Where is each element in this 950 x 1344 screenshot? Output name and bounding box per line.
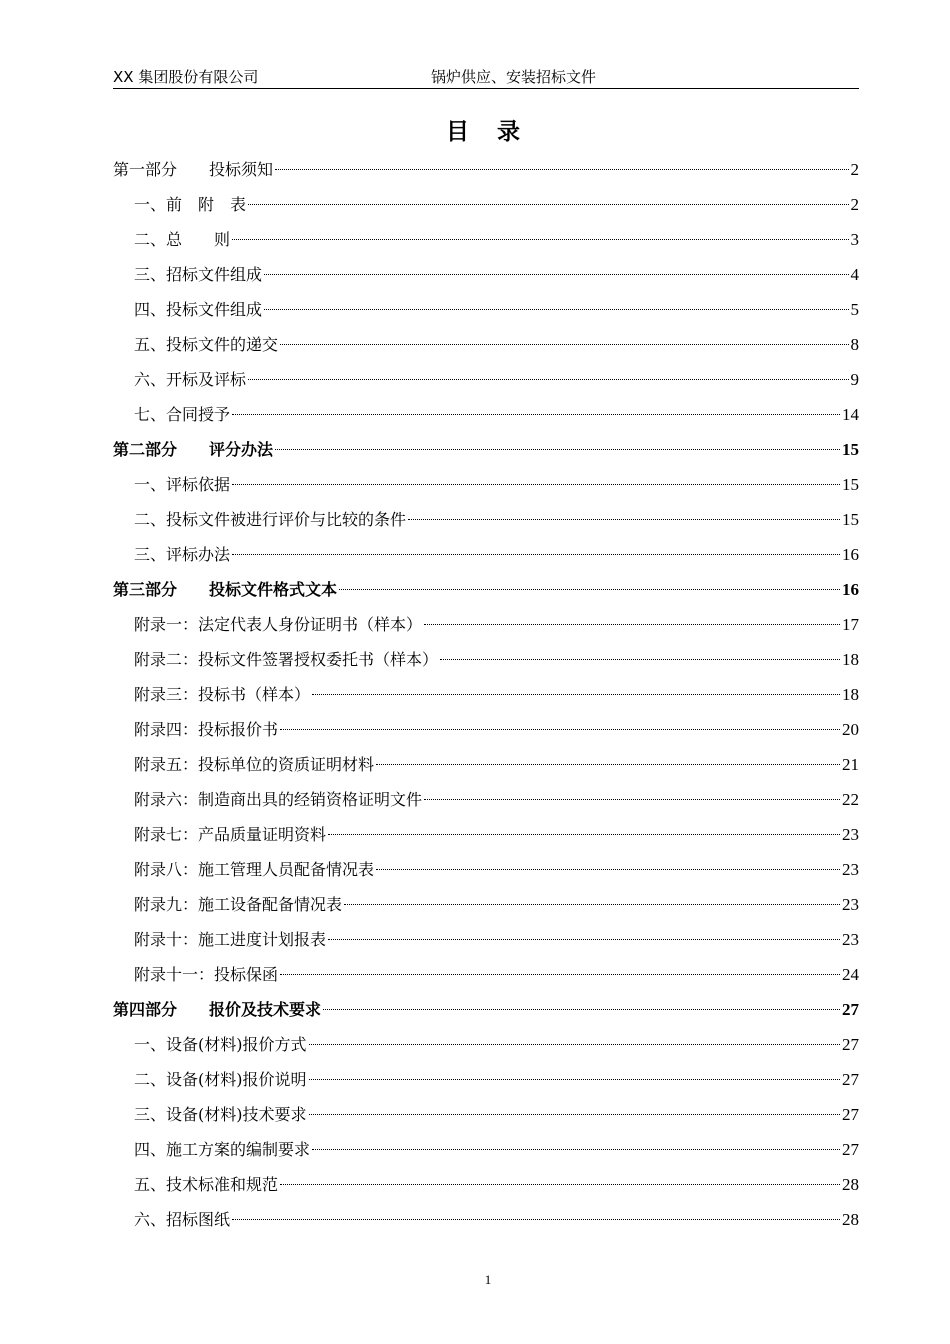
toc-dot-leader	[264, 274, 848, 275]
toc-entry-page: 20	[842, 720, 859, 739]
toc-dot-leader	[440, 659, 840, 660]
toc-entry[interactable]	[113, 887, 859, 922]
toc-entry-label: 第一部分 投标须知	[113, 160, 274, 179]
toc-entry-page: 23	[842, 825, 859, 844]
toc-entry-label: 第三部分 投标文件格式文本	[113, 580, 338, 599]
toc-dot-leader	[376, 869, 840, 870]
toc-entry[interactable]	[113, 432, 859, 467]
toc-dot-leader	[312, 694, 840, 695]
toc-entry-label: 附录一：法定代表人身份证明书（样本）	[134, 615, 423, 634]
page-number: 1	[484, 1272, 492, 1287]
toc-entry-page: 9	[850, 370, 859, 389]
toc-entry[interactable]	[113, 712, 859, 747]
toc-entry[interactable]	[113, 1167, 859, 1202]
toc-entry[interactable]	[113, 1097, 859, 1132]
toc-entry[interactable]	[113, 992, 859, 1027]
toc-entry-label: 四、投标文件组成	[134, 300, 263, 319]
toc-entry-label: 第二部分 评分办法	[113, 440, 274, 459]
table-of-contents	[113, 152, 859, 1237]
toc-entry-label: 附录七：产品质量证明资料	[134, 825, 327, 844]
toc-entry[interactable]	[113, 467, 859, 502]
toc-entry-label: 第四部分 报价及技术要求	[113, 1000, 322, 1019]
toc-entry-page: 27	[842, 1000, 859, 1019]
toc-dot-leader	[376, 764, 840, 765]
toc-dot-leader	[280, 974, 840, 975]
toc-dot-leader	[408, 519, 840, 520]
toc-dot-leader	[323, 1009, 840, 1010]
toc-dot-leader	[328, 834, 840, 835]
toc-dot-leader	[309, 1114, 841, 1115]
toc-entry-label: 五、投标文件的递交	[134, 335, 279, 354]
toc-dot-leader	[339, 589, 840, 590]
toc-entry-page: 24	[842, 965, 859, 984]
toc-entry-label: 附录二：投标文件签署授权委托书（样本）	[134, 650, 439, 669]
toc-entry[interactable]	[113, 222, 859, 257]
toc-entry[interactable]	[113, 607, 859, 642]
toc-entry[interactable]	[113, 152, 859, 187]
toc-entry-page: 27	[842, 1070, 859, 1089]
toc-entry-label: 三、招标文件组成	[134, 265, 263, 284]
toc-entry[interactable]	[113, 187, 859, 222]
toc-entry[interactable]	[113, 537, 859, 572]
toc-entry[interactable]	[113, 852, 859, 887]
toc-dot-leader	[424, 799, 840, 800]
toc-entry[interactable]	[113, 1062, 859, 1097]
toc-entry[interactable]	[113, 747, 859, 782]
toc-entry[interactable]	[113, 1202, 859, 1237]
toc-entry-page: 2	[850, 160, 859, 179]
toc-entry-label: 附录十一：投标保函	[134, 965, 279, 984]
toc-entry-page: 16	[842, 545, 859, 564]
toc-dot-leader	[232, 554, 840, 555]
toc-entry-page: 23	[842, 895, 859, 914]
page-header	[113, 62, 859, 89]
toc-entry-label: 二、总 则	[134, 230, 231, 249]
toc-entry-page: 18	[842, 650, 859, 669]
toc-entry-page: 22	[842, 790, 859, 809]
header-company: XX 集团股份有限公司	[113, 68, 259, 86]
toc-entry-label: 六、开标及评标	[134, 370, 247, 389]
toc-entry-page: 21	[842, 755, 859, 774]
toc-entry[interactable]	[113, 922, 859, 957]
toc-dot-leader	[232, 1219, 840, 1220]
toc-entry[interactable]	[113, 1027, 859, 1062]
toc-entry-label: 附录十：施工进度计划报表	[134, 930, 327, 949]
toc-entry-page: 15	[842, 440, 859, 459]
toc-dot-leader	[344, 904, 840, 905]
toc-entry-page: 27	[842, 1035, 859, 1054]
toc-entry-label: 四、施工方案的编制要求	[134, 1140, 311, 1159]
toc-title: 目 录	[445, 118, 530, 145]
toc-entry-label: 附录四：投标报价书	[134, 720, 279, 739]
toc-dot-leader	[248, 204, 848, 205]
toc-dot-leader	[232, 239, 848, 240]
toc-entry[interactable]	[113, 327, 859, 362]
toc-entry[interactable]	[113, 642, 859, 677]
toc-entry-page: 27	[842, 1140, 859, 1159]
toc-dot-leader	[275, 449, 840, 450]
toc-entry[interactable]	[113, 397, 859, 432]
toc-dot-leader	[280, 1184, 840, 1185]
toc-entry-label: 附录八：施工管理人员配备情况表	[134, 860, 375, 879]
toc-entry-page: 16	[842, 580, 859, 599]
toc-dot-leader	[309, 1079, 841, 1080]
toc-dot-leader	[275, 169, 848, 170]
toc-entry-label: 一、评标依据	[134, 475, 231, 494]
toc-entry[interactable]	[113, 257, 859, 292]
toc-entry-label: 附录五：投标单位的资质证明材料	[134, 755, 375, 774]
toc-dot-leader	[328, 939, 840, 940]
toc-dot-leader	[232, 484, 840, 485]
toc-entry-label: 二、设备(材料)报价说明	[134, 1070, 307, 1089]
toc-entry-label: 六、招标图纸	[134, 1210, 231, 1229]
toc-dot-leader	[424, 624, 840, 625]
toc-entry[interactable]	[113, 782, 859, 817]
toc-entry-page: 3	[850, 230, 859, 249]
toc-dot-leader	[280, 344, 848, 345]
toc-entry[interactable]	[113, 362, 859, 397]
toc-entry[interactable]	[113, 957, 859, 992]
toc-entry-label: 附录九：施工设备配备情况表	[134, 895, 343, 914]
toc-entry-page: 28	[842, 1210, 859, 1229]
toc-entry-page: 23	[842, 860, 859, 879]
toc-entry[interactable]	[113, 1132, 859, 1167]
toc-entry-page: 27	[842, 1105, 859, 1124]
toc-entry[interactable]	[113, 677, 859, 712]
toc-entry-page: 5	[850, 300, 859, 319]
toc-entry-label: 二、投标文件被进行评价与比较的条件	[134, 510, 407, 529]
toc-entry-label: 三、评标办法	[134, 545, 231, 564]
toc-entry-page: 17	[842, 615, 859, 634]
toc-dot-leader	[309, 1044, 841, 1045]
toc-entry-label: 七、合同授予	[134, 405, 231, 424]
header-doc-title: 锅炉供应、安装招标文件	[431, 68, 597, 86]
toc-entry-label: 附录六：制造商出具的经销资格证明文件	[134, 790, 423, 809]
toc-entry-label: 五、技术标准和规范	[134, 1175, 279, 1194]
toc-entry-page: 15	[842, 510, 859, 529]
toc-entry-page: 18	[842, 685, 859, 704]
toc-entry[interactable]	[113, 502, 859, 537]
toc-dot-leader	[248, 379, 848, 380]
toc-dot-leader	[312, 1149, 840, 1150]
toc-entry-page: 15	[842, 475, 859, 494]
toc-entry-page: 8	[850, 335, 859, 354]
toc-entry-label: 一、前 附 表	[134, 195, 247, 214]
toc-dot-leader	[264, 309, 848, 310]
toc-entry-page: 4	[850, 265, 859, 284]
toc-entry-page: 14	[842, 405, 859, 424]
toc-entry-page: 23	[842, 930, 859, 949]
toc-dot-leader	[232, 414, 840, 415]
toc-entry[interactable]	[113, 292, 859, 327]
toc-entry-label: 附录三：投标书（样本）	[134, 685, 311, 704]
toc-dot-leader	[280, 729, 840, 730]
toc-entry-label: 一、设备(材料)报价方式	[134, 1035, 307, 1054]
toc-entry-page: 2	[850, 195, 859, 214]
toc-entry[interactable]	[113, 817, 859, 852]
toc-entry[interactable]	[113, 572, 859, 607]
toc-entry-page: 28	[842, 1175, 859, 1194]
toc-entry-label: 三、设备(材料)技术要求	[134, 1105, 307, 1124]
